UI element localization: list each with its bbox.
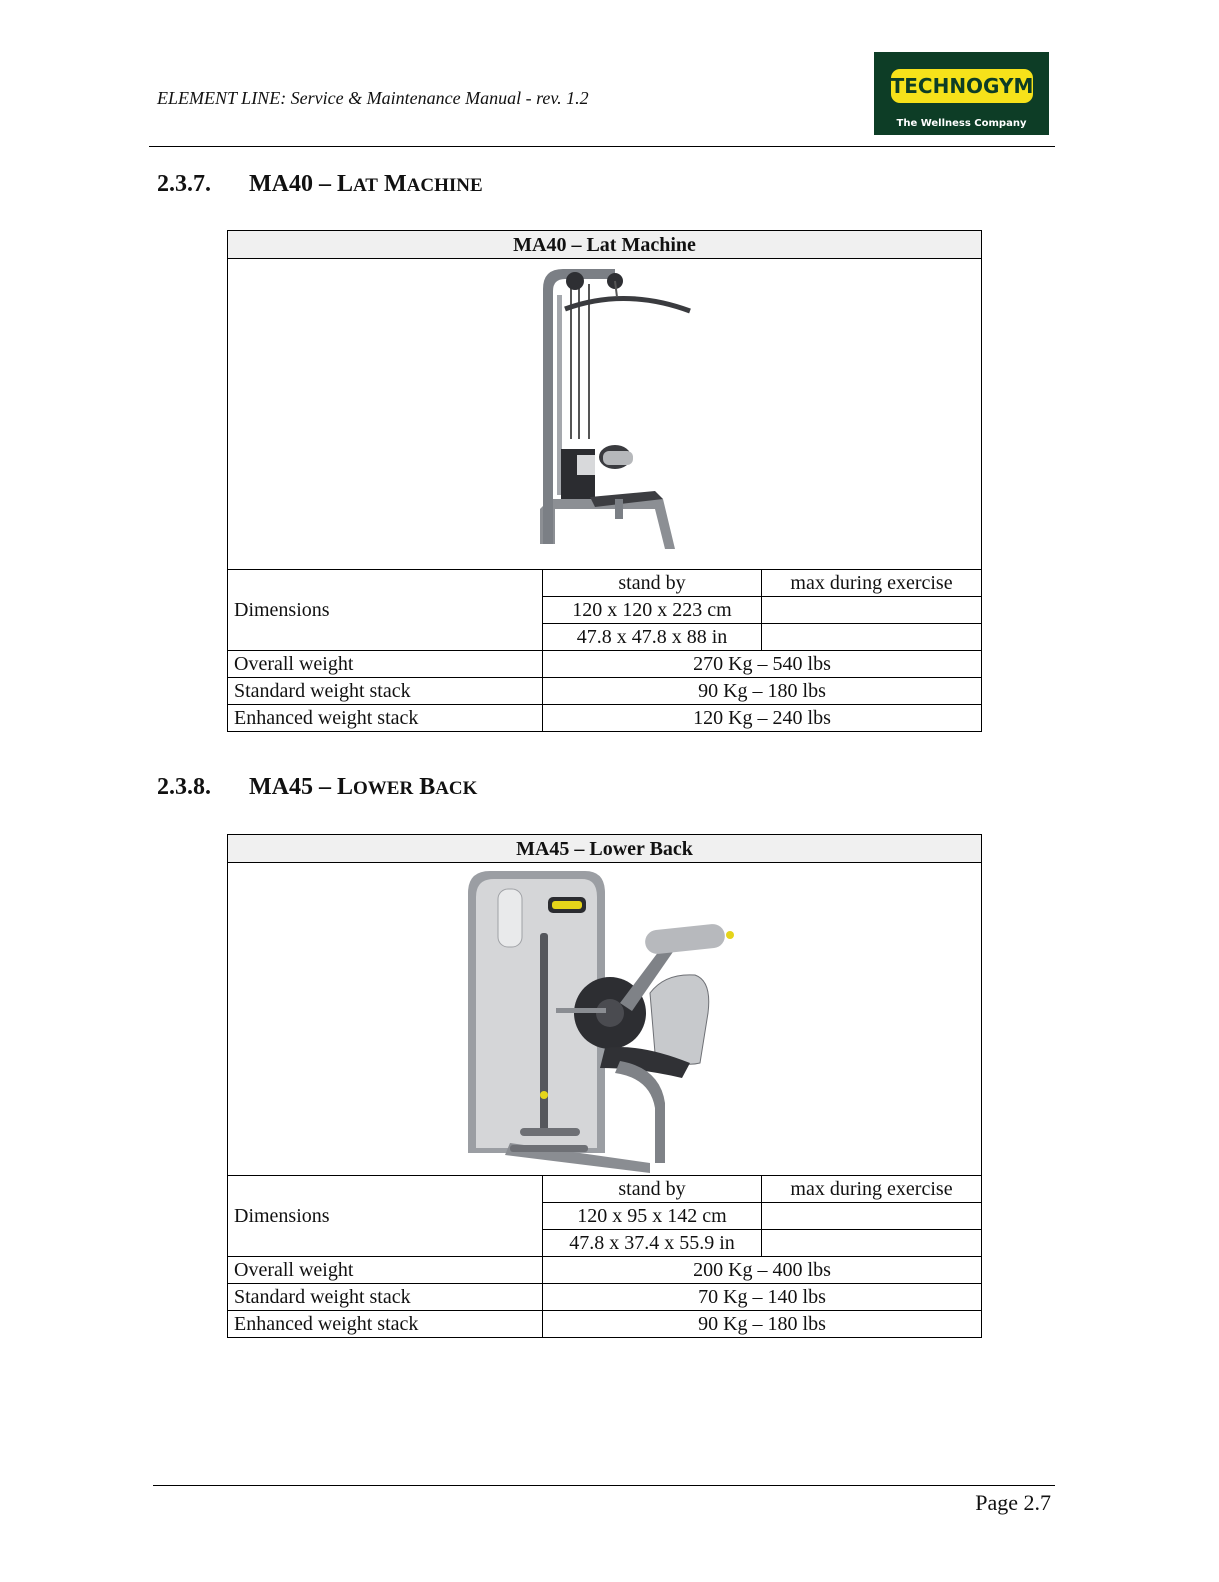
row-label: Enhanced weight stack (228, 1311, 543, 1338)
table-caption: MA40 – Lat Machine (228, 231, 982, 259)
table-row (228, 1284, 982, 1311)
dimensions-label: Dimensions (228, 570, 543, 651)
dimensions-label: Dimensions (228, 1176, 543, 1257)
row-label: Overall weight (228, 1257, 543, 1284)
logo-tagline: The Wellness Company (896, 118, 1027, 129)
max-cm (762, 1203, 982, 1230)
page-number: Page 2.7 (975, 1490, 1051, 1515)
header-rule (149, 146, 1055, 147)
standby-cm: 120 x 95 x 142 cm (543, 1203, 762, 1230)
table-row (228, 651, 982, 678)
row-value: 90 Kg – 180 lbs (543, 1311, 982, 1338)
row-label: Enhanced weight stack (228, 705, 543, 732)
standby-in: 47.8 x 47.8 x 88 in (543, 624, 762, 651)
row-label: Standard weight stack (228, 678, 543, 705)
row-value: 90 Kg – 180 lbs (543, 678, 982, 705)
product-image-cell (228, 259, 982, 570)
row-label: Overall weight (228, 651, 543, 678)
col-header-standby: stand by (543, 570, 762, 597)
table-row (228, 678, 982, 705)
table-row (228, 705, 982, 732)
spec-table-lower-back (227, 834, 982, 1338)
row-value: 120 Kg – 240 lbs (543, 705, 982, 732)
product-image-cell (228, 863, 982, 1176)
col-header-standby: stand by (543, 1176, 762, 1203)
technogym-logo (874, 52, 1049, 135)
section-heading-lat-machine: 2.3.7. MA40 – LAT MACHINE (157, 171, 483, 197)
max-in (762, 1230, 982, 1257)
col-header-max: max during exercise (762, 570, 982, 597)
logo-wordmark: TECHNOGYM (891, 69, 1033, 103)
lower-back-machine-photo (450, 863, 760, 1175)
max-in (762, 624, 982, 651)
section-number: 2.3.7. (157, 171, 211, 197)
table-caption: MA45 – Lower Back (228, 835, 982, 863)
spec-table-lat-machine (227, 230, 982, 732)
lat-machine-photo (495, 259, 715, 569)
row-label: Standard weight stack (228, 1284, 543, 1311)
section-number: 2.3.8. (157, 774, 211, 800)
table-row (228, 1257, 982, 1284)
row-value: 200 Kg – 400 lbs (543, 1257, 982, 1284)
table-row (228, 1311, 982, 1338)
standby-in: 47.8 x 37.4 x 55.9 in (543, 1230, 762, 1257)
standby-cm: 120 x 120 x 223 cm (543, 597, 762, 624)
max-cm (762, 597, 982, 624)
col-header-max: max during exercise (762, 1176, 982, 1203)
section-heading-lower-back: 2.3.8. MA45 – LOWER BACK (157, 774, 478, 800)
footer-rule (153, 1485, 1055, 1486)
row-value: 270 Kg – 540 lbs (543, 651, 982, 678)
row-value: 70 Kg – 140 lbs (543, 1284, 982, 1311)
document-title: ELEMENT LINE: Service & Maintenance Manual - rev. 1.2 (157, 88, 589, 108)
